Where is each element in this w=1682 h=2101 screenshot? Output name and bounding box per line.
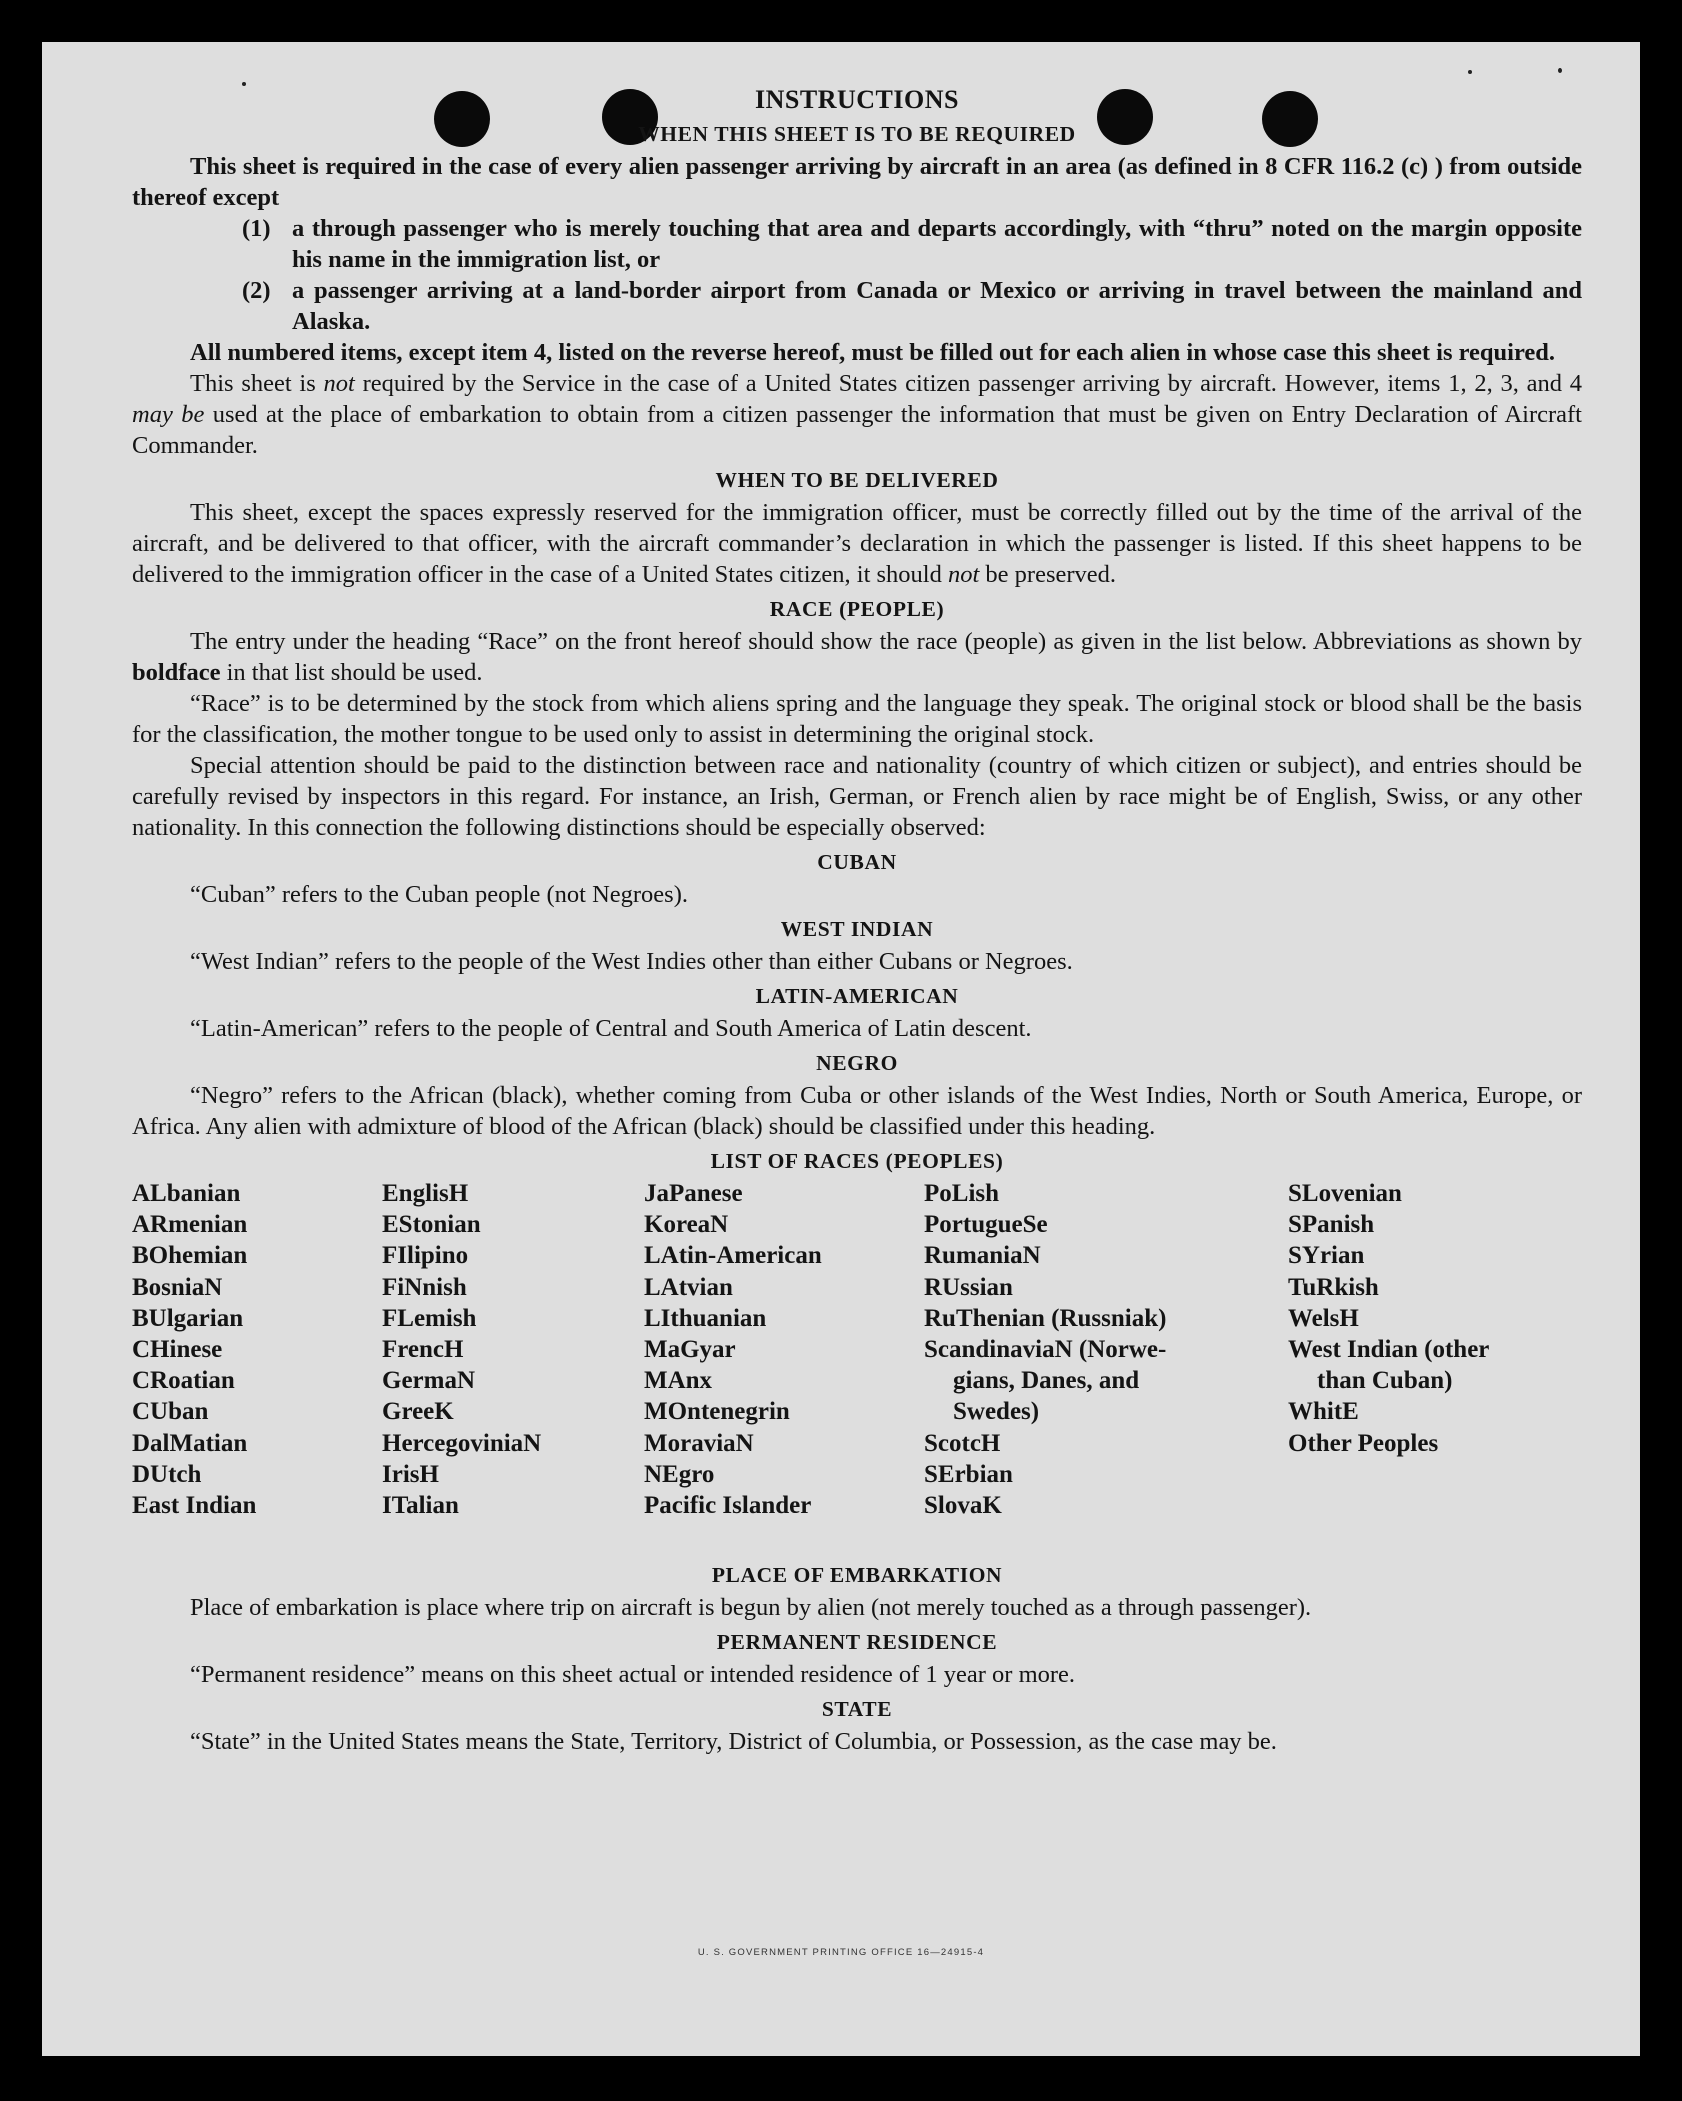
definition-embarkation: Place of embarkation is place where trip on aircraft is begun by alien (not merely touched as a through passenger). (190, 1594, 1312, 1621)
heading-latin-american: LATIN-AMERICAN (755, 984, 959, 1008)
heading-list-of-races: LIST OF RACES (PEOPLES) (710, 1149, 1004, 1173)
race-entry: East Indian (132, 1492, 257, 1520)
race-entry: ALbanian (132, 1180, 241, 1207)
race-entry: gians, Danes, and (953, 1367, 1140, 1395)
race-entry: RumaniaN (924, 1242, 1041, 1270)
page-title: INSTRUCTIONS (755, 85, 959, 114)
race-entry: GermaN (382, 1367, 476, 1395)
definition-state: “State” in the United States means the State, Territory, District of Columbia, or Possession, as the case may be. (190, 1728, 1277, 1755)
heading-when-required: WHEN THIS SHEET IS TO BE REQUIRED (638, 122, 1076, 146)
printer-imprint: U. S. GOVERNMENT PRINTING OFFICE 16—24915-4 (697, 1947, 985, 1958)
text-run: in that list should be used. (220, 659, 483, 686)
heading-negro: NEGRO (816, 1051, 898, 1075)
heading-race: RACE (PEOPLE) (769, 597, 945, 621)
race-entry: CHinese (132, 1336, 223, 1364)
race-entry: SlovaK (924, 1492, 1002, 1520)
emphasis-not: not (323, 370, 355, 397)
definition-permanent-residence: “Permanent residence” means on this sheet actual or intended residence of 1 year or more. (190, 1661, 1076, 1688)
race-entry: LAtin-American (644, 1242, 822, 1270)
race-entry: Swedes) (953, 1398, 1040, 1426)
heading-cuban: CUBAN (817, 850, 897, 874)
race-entry: BUlgarian (132, 1304, 244, 1332)
race-entry: PortugueSe (924, 1211, 1048, 1239)
definition-negro: “Negro” refers to the African (black), whether coming from Cuba or other islands of the West Indies, North or South America, Europe, or Africa. Any alien with admixture of blood of the African (black) should be classified under this heading. (132, 1082, 1582, 1140)
race-entry: FiNnish (382, 1273, 467, 1301)
paragraph-race-entry (132, 626, 1582, 688)
exception-number: (2) (242, 277, 271, 304)
race-entry: FLemish (382, 1304, 477, 1332)
heading-embarkation: PLACE OF EMBARKATION (711, 1563, 1003, 1587)
exception-text: a through passenger who is merely touching that area and departs accordingly, with “thru” noted on the margin opposite his name in the immigration list, or (292, 215, 1582, 273)
race-entry: KoreaN (644, 1211, 729, 1239)
race-entry: TuRkish (1288, 1273, 1379, 1301)
race-entry: BOhemian (132, 1242, 248, 1270)
race-entry: NEgro (644, 1460, 715, 1488)
race-entry: PoLish (924, 1180, 1000, 1207)
race-entry: HercegoviniaN (382, 1429, 542, 1457)
speck (1468, 70, 1472, 74)
race-entry: EnglisH (382, 1180, 469, 1207)
exception-item-2 (242, 275, 1582, 337)
race-entry: CRoatian (132, 1367, 235, 1395)
races-column-3 (644, 1178, 822, 1521)
race-entry: RuThenian (Russniak) (924, 1304, 1167, 1332)
race-entry: WelsH (1288, 1304, 1359, 1332)
heading-when-delivered: WHEN TO BE DELIVERED (715, 468, 999, 492)
paragraph-race-nationality: Special attention should be paid to the distinction between race and nationality (country of which citizen or subject), and entries should be carefully revised by inspectors in this regard. For instance, an Irish, German, or French alien by race might be of English, Swiss, or any other nationality. In this connection the following distinctions should be especially observed: (132, 752, 1582, 841)
race-entry: ScotcH (924, 1429, 1001, 1457)
race-entry: MaGyar (644, 1336, 736, 1364)
race-entry: SPanish (1288, 1211, 1375, 1239)
race-entry: IrisH (382, 1460, 439, 1488)
text-run: This sheet, except the spaces expressly reserved for the immigration officer, must be correctly filled out by the time of the arrival of the aircraft, and be delivered to that officer, with the aircraft commander’s declaration in which the passenger is listed. If this sheet happens to be delivered to the immigration officer in the case of a United States citizen, it should (132, 499, 1582, 588)
exception-text: a passenger arriving at a land-border airport from Canada or Mexico or arriving in travel between the mainland and Alaska. (292, 277, 1582, 335)
text-run: required by the Service in the case of a United States citizen passenger arriving by aircraft. However, items 1, 2, 3, and 4 (354, 370, 1582, 397)
definition-west-indian: “West Indian” refers to the people of the West Indies other than either Cubans or Negroes. (190, 948, 1073, 975)
race-entry: ARmenian (132, 1211, 248, 1239)
exception-number: (1) (242, 215, 271, 242)
text-run: used at the place of embarkation to obtain from a citizen passenger the information that must be given on Entry Declaration of Aircraft Commander. (132, 401, 1582, 459)
race-entry: JaPanese (644, 1180, 743, 1207)
race-entry: SErbian (924, 1460, 1013, 1488)
race-entry: SYrian (1288, 1242, 1365, 1270)
heading-permanent-residence: PERMANENT RESIDENCE (716, 1630, 998, 1654)
heading-state: STATE (821, 1697, 893, 1721)
race-entry: SLovenian (1288, 1180, 1402, 1207)
race-entry: MoraviaN (644, 1429, 754, 1457)
race-entry: DUtch (132, 1460, 202, 1488)
race-entry: Other Peoples (1288, 1429, 1439, 1457)
text-run: The entry under the heading “Race” on the front hereof should show the race (people) as given in the list below. Abbreviations as shown by (190, 628, 1582, 655)
document-page (42, 42, 1640, 2056)
text-run: be preserved. (979, 561, 1117, 588)
race-entry: LAtvian (644, 1273, 733, 1301)
race-entry: than Cuban) (1317, 1367, 1453, 1395)
paragraph-delivered (132, 497, 1582, 590)
race-entry: MOntenegrin (644, 1398, 790, 1426)
paragraph-required: This sheet is required in the case of every alien passenger arriving by aircraft in an area (as defined in 8 CFR 116.2 (c) ) from outside thereof except (132, 153, 1582, 211)
races-column-1 (132, 1178, 256, 1521)
definition-latin-american: “Latin-American” refers to the people of Central and South America of Latin descent. (190, 1015, 1032, 1042)
emphasis-not: not (947, 561, 980, 588)
race-entry: MAnx (644, 1367, 713, 1395)
paragraph-numbered-items: All numbered items, except item 4, listed on the reverse hereof, must be filled out for each alien in whose case this sheet is required. (190, 339, 1556, 366)
definition-cuban: “Cuban” refers to the Cuban people (not Negroes). (190, 881, 688, 908)
speck (1558, 68, 1562, 73)
race-entry: GreeK (382, 1398, 454, 1426)
emphasis-may-be: may be (132, 401, 205, 428)
race-entry: LIthuanian (644, 1304, 767, 1332)
race-entry: RUssian (924, 1273, 1013, 1301)
race-entry: West Indian (other (1288, 1336, 1490, 1364)
race-entry: CUban (132, 1398, 209, 1426)
instructions-body (132, 84, 1582, 1757)
exception-item-1 (242, 213, 1582, 275)
heading-west-indian: WEST INDIAN (780, 917, 934, 941)
emphasis-boldface: boldface (132, 659, 221, 686)
race-entry: Pacific Islander (644, 1492, 812, 1520)
race-entry: ITalian (382, 1492, 459, 1520)
race-entry: FIlipino (382, 1242, 469, 1270)
paragraph-citizen (132, 368, 1582, 461)
races-column-5 (1288, 1178, 1489, 1459)
race-entry: WhitE (1288, 1398, 1359, 1426)
text-run: This sheet is (190, 370, 324, 397)
race-entry: EStonian (382, 1211, 481, 1239)
paragraph-race-stock: “Race” is to be determined by the stock from which aliens spring and the language they speak. The original stock or blood shall be the basis for the classification, the mother tongue to be used only to assist in determining the original stock. (132, 690, 1582, 748)
race-entry: FrencH (382, 1336, 464, 1364)
race-entry: ScandinaviaN (Norwe- (924, 1336, 1167, 1364)
races-column-2 (382, 1178, 541, 1521)
races-column-4 (924, 1178, 1166, 1521)
race-entry: DalMatian (132, 1429, 248, 1457)
races-list (132, 1178, 1582, 1556)
race-entry: BosniaN (132, 1273, 223, 1301)
